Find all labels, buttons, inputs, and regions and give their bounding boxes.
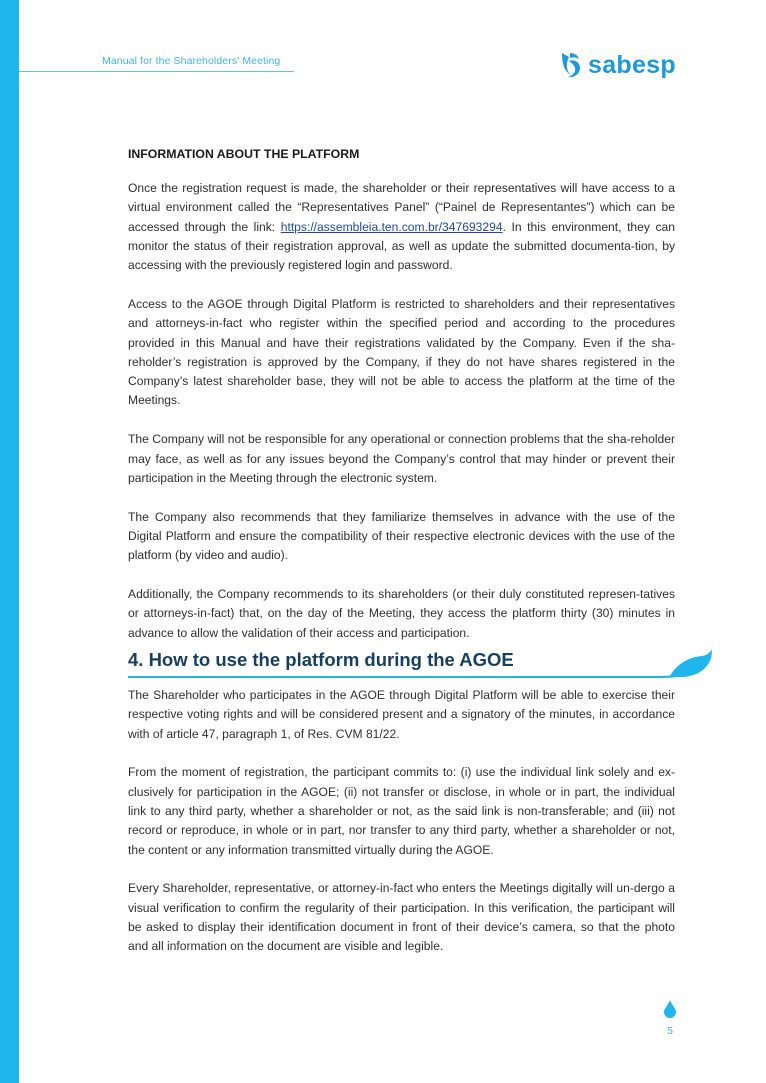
water-swoosh-icon <box>656 647 712 683</box>
section-heading-underline <box>128 676 658 678</box>
page-number: 5 <box>667 1025 673 1037</box>
paragraph-text: Once the registration request is made, the shareholder or their representatives will have access to a virtual environment called the “Representatives Panel” (“Painel de Representantes”) which can be accessed through the link: <box>128 181 675 234</box>
sabesp-logo-icon <box>558 51 584 79</box>
header-divider <box>19 71 294 72</box>
paragraph-commitments: From the moment of registration, the participant commits to: (i) use the individual link solely and ex-clusively for participation in the AGOE; (ii) not transfer or disclose, in whole or in part, the individual link to any third party, whether a shareholder or not, as the said link is non-transferable; and (iii) not record or reproduce, in whole or in part, nor transfer to any third party, whether a shareholder or not, the content or any information transmitted virtually during the AGOE. <box>128 765 675 857</box>
paragraph-responsibility: The Company will not be responsible for any operational or connection problems that the sha-reholder may face, as well as for any issues beyond the Company’s control that may hinder or prevent their participation in the Meeting through the electronic system. <box>128 432 675 485</box>
paragraph-visual-verification: Every Shareholder, representative, or attorney-in-fact who enters the Meetings digitally will un-dergo a visual verification to confirm the regularity of their participation. In this verification, the participant will be asked to display their identification document in front of their device’s camera, so that the photo and all information on the document are visible and legible. <box>128 881 675 954</box>
sabesp-logo <box>558 50 676 80</box>
page-footer <box>663 1000 677 1037</box>
paragraph-advance-access: Additionally, the Company recommends to its shareholders (or their duly constituted represen-tatives or attorneys-in-fact) that, on the day of the Meeting, they access the platform thirty (30) minutes in advance to allow the validation of their access and participation. <box>128 587 675 640</box>
paragraph-registration <box>128 179 675 275</box>
section-heading: INFORMATION ABOUT THE PLATFORM <box>128 147 360 161</box>
left-accent-bar <box>0 0 19 1083</box>
paragraph-text: . In this environment, they can monitor the status of their registration approval, as well as update the submitted documenta-tion, by accessing with the previously registered login and password. <box>128 219 675 273</box>
sabesp-logo-text: sabesp <box>588 51 676 79</box>
section-information-platform <box>128 147 675 662</box>
section-4-heading: 4. How to use the platform during the AGOE <box>128 649 514 670</box>
paragraph-familiarize: The Company also recommends that they familiarize themselves in advance with the use of the Digital Platform and ensure the compatibility of their respective electronic devices with the use of the platform (by video and audio). <box>128 509 675 563</box>
section-how-to-use <box>128 686 675 976</box>
section-4-header <box>128 647 710 683</box>
representatives-panel-link[interactable]: https://assembleia.ten.com.br/347693294 <box>280 219 503 234</box>
water-drop-icon <box>664 1000 676 1018</box>
paragraph-voting-rights: The Shareholder who participates in the AGOE through Digital Platform will be able to exercise their respective voting rights and will be considered present and a signatory of the minutes, in accordance with of article 47, paragraph 1, of Res. CVM 81/22. <box>128 688 675 741</box>
document-header-title: Manual for the Shareholders' Meeting <box>102 55 281 67</box>
paragraph-access-restriction: Access to the AGOE through Digital Platform is restricted to shareholders and their representatives and attorneys-in-fact who register within the specified period and according to the procedures provided in this Manual and have their registrations validated by the Company. Even if the sha-reholder’s registration is approved by the Company, if they do not have shares registered in the Company’s latest shareholder base, they will not be able to access the platform at the time of the Meetings. <box>128 296 675 408</box>
